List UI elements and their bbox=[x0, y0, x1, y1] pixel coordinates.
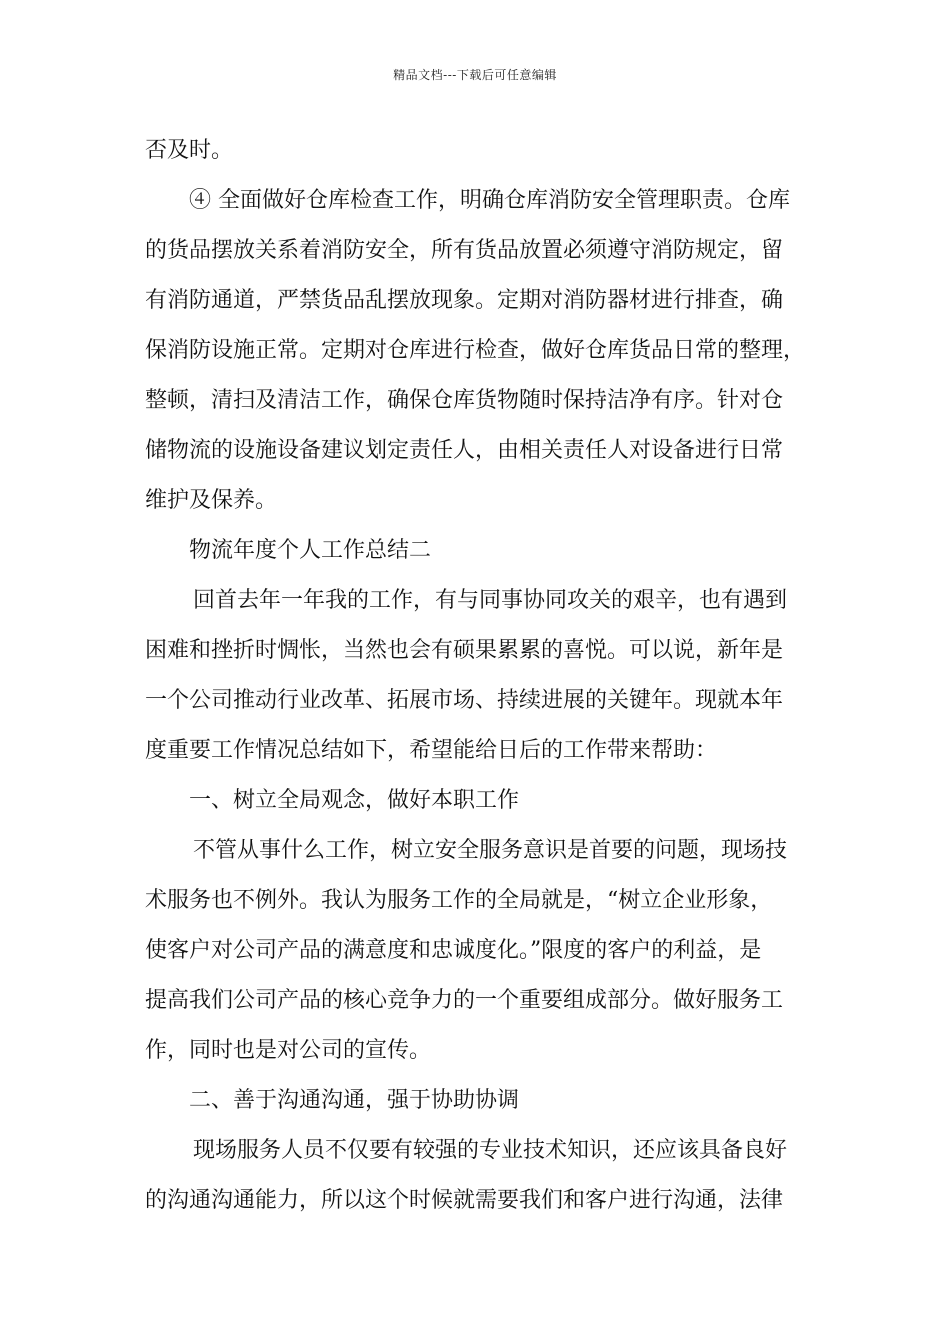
body-line: 回首去年一年我的工作，有与同事协同攻关的艰辛，也有遇到 bbox=[193, 588, 788, 613]
body-line: 度重要工作情况总结如下，希望能给日后的工作带来帮助： bbox=[145, 738, 718, 763]
body-line: 否及时。 bbox=[145, 138, 234, 163]
body-line: 现场服务人员不仅要有较强的专业技术知识，还应该具备良好 bbox=[193, 1138, 788, 1163]
body-line: ④ 全面做好仓库检查工作，明确仓库消防安全管理职责。仓库 bbox=[189, 188, 790, 213]
document-header: 精品文档---下载后可任意编辑 bbox=[393, 68, 557, 82]
body-line: 术服务也不例外。我认为服务工作的全局就是，“树立企业形象， bbox=[145, 888, 773, 913]
body-line: 的货品摆放关系着消防安全，所有货品放置必须遵守消防规定，留 bbox=[145, 238, 784, 263]
body-line: 保消防设施正常。定期对仓库进行检查，做好仓库货品日常的整理， bbox=[145, 338, 806, 363]
section-title: 物流年度个人工作总结二 bbox=[189, 538, 432, 563]
body-line: 一个公司推动行业改革、拓展市场、持续进展的关键年。现就本年 bbox=[145, 688, 784, 713]
body-line: 储物流的设施设备建议划定责任人，由相关责任人对设备进行日常 bbox=[145, 438, 784, 463]
section-heading: 一、树立全局观念，做好本职工作 bbox=[189, 788, 520, 813]
body-line: 使客户对公司产品的满意度和忠诚度化。”限度的客户的利益，是 bbox=[145, 938, 762, 963]
body-line: 不管从事什么工作，树立安全服务意识是首要的问题，现场技 bbox=[193, 838, 788, 863]
body-line: 有消防通道，严禁货品乱摆放现象。定期对消防器材进行排查，确 bbox=[145, 288, 784, 313]
body-line: 提高我们公司产品的核心竞争力的一个重要组成部分。做好服务工 bbox=[145, 988, 784, 1013]
body-line: 整顿，清扫及清洁工作，确保仓库货物随时保持洁净有序。针对仓 bbox=[145, 388, 784, 413]
section-heading: 二、善于沟通沟通，强于协助协调 bbox=[189, 1088, 520, 1113]
body-line: 作，同时也是对公司的宣传。 bbox=[145, 1038, 432, 1063]
body-line: 的沟通沟通能力，所以这个时候就需要我们和客户进行沟通，法律 bbox=[145, 1188, 784, 1213]
body-line: 维护及保养。 bbox=[145, 488, 278, 513]
body-line: 困难和挫折时惆怅，当然也会有硕果累累的喜悦。可以说，新年是 bbox=[145, 638, 784, 663]
